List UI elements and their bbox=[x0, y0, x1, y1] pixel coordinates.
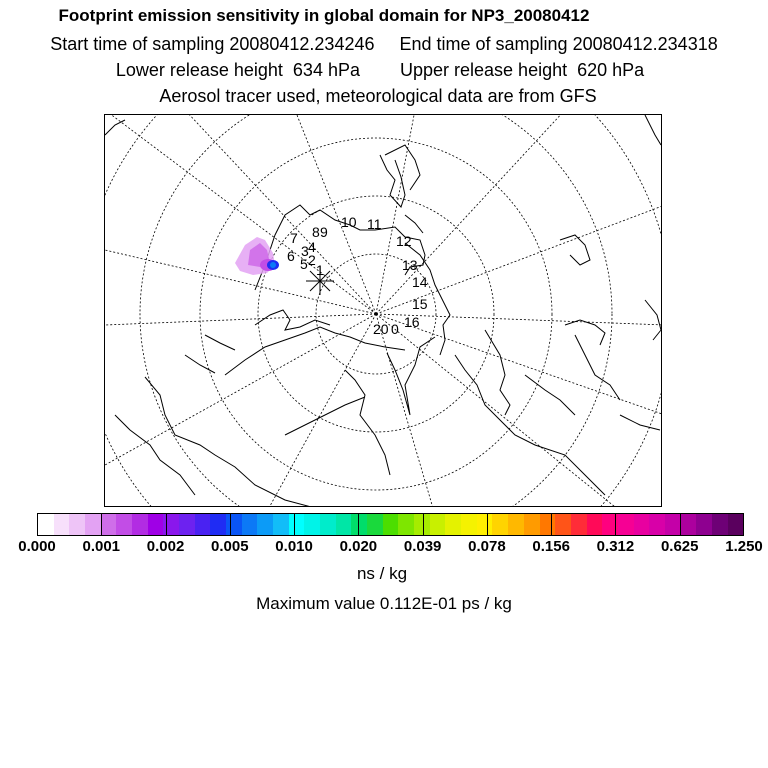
colorbar-tick-label: 0.312 bbox=[596, 538, 635, 555]
colorbar-swatch bbox=[273, 514, 289, 535]
colorbar-swatch bbox=[477, 514, 493, 535]
colorbar-swatch bbox=[210, 514, 226, 535]
colorbar-separator bbox=[230, 513, 231, 536]
colorbar-swatch bbox=[728, 514, 744, 535]
colorbar-swatch bbox=[195, 514, 211, 535]
colorbar-swatch bbox=[38, 514, 54, 535]
colorbar-separator bbox=[551, 513, 552, 536]
track-label: 20 bbox=[373, 321, 389, 337]
colorbar-tick-label: 0.078 bbox=[468, 538, 506, 555]
colorbar-swatch bbox=[571, 514, 587, 535]
track-label: 16 bbox=[404, 314, 420, 330]
colorbar-swatch bbox=[304, 514, 320, 535]
colorbar-swatch bbox=[508, 514, 524, 535]
colorbar-tick-label: 0.000 bbox=[18, 538, 56, 555]
colorbar-swatch bbox=[54, 514, 70, 535]
track-label: 13 bbox=[402, 257, 418, 273]
colorbar-separator bbox=[101, 513, 102, 536]
colorbar-tick-label: 0.005 bbox=[211, 538, 249, 555]
track-label: 12 bbox=[396, 233, 412, 249]
track-label: 10 bbox=[341, 214, 357, 230]
colorbar-separator bbox=[166, 513, 167, 536]
colorbar-swatch bbox=[430, 514, 446, 535]
track-label: 5 bbox=[300, 256, 308, 272]
colorbar-swatch bbox=[101, 514, 117, 535]
colorbar-tick-label: 0.039 bbox=[403, 538, 442, 555]
colorbar-separator bbox=[615, 513, 616, 536]
colorbar-separator bbox=[358, 513, 359, 536]
colorbar-swatch bbox=[398, 514, 414, 535]
track-label: 0 bbox=[391, 321, 399, 337]
release-height-line: Lower release height 634 hPa Upper release height 620 hPa bbox=[115, 60, 645, 80]
colorbar-swatch bbox=[524, 514, 540, 535]
colorbar-tick-label: 0.001 bbox=[82, 538, 121, 555]
colorbar-separator bbox=[294, 513, 295, 536]
map-title: Footprint emission sensitivity in global domain for NP3_20080412 bbox=[58, 6, 590, 25]
max-value-label: Maximum value 0.112E-01 ps / kg bbox=[256, 594, 512, 613]
colorbar-swatch bbox=[148, 514, 164, 535]
track-labels bbox=[287, 214, 428, 337]
track-label: 6 bbox=[287, 248, 295, 264]
colorbar-separator bbox=[423, 513, 424, 536]
colorbar-swatch bbox=[116, 514, 132, 535]
coastlines bbox=[105, 115, 661, 507]
colorbar-swatch bbox=[289, 514, 305, 535]
colorbar-tick-label: 0.002 bbox=[146, 538, 185, 555]
colorbar-swatch bbox=[257, 514, 273, 535]
colorbar-tick-label: 0.156 bbox=[532, 538, 570, 555]
colorbar-swatch bbox=[179, 514, 195, 535]
tracer-info-line: Aerosol tracer used, meteorological data are from GFS bbox=[159, 86, 597, 106]
colorbar-swatch bbox=[492, 514, 508, 535]
colorbar-swatch bbox=[461, 514, 477, 535]
colorbar-tick-label: 0.625 bbox=[660, 538, 699, 555]
colorbar-swatch bbox=[69, 514, 85, 535]
colorbar-swatch bbox=[712, 514, 728, 535]
colorbar-swatch bbox=[445, 514, 461, 535]
track-label: 4 bbox=[308, 239, 316, 255]
colorbar-swatch bbox=[587, 514, 603, 535]
track-label: 1 bbox=[316, 262, 324, 278]
track-label: 8 bbox=[312, 224, 320, 240]
footprint-map bbox=[104, 114, 662, 507]
colorbar-swatch bbox=[618, 514, 634, 535]
colorbar-swatch bbox=[634, 514, 650, 535]
colorbar-separator bbox=[680, 513, 681, 536]
track-label: 14 bbox=[412, 274, 428, 290]
track-label: 3 bbox=[301, 243, 309, 259]
colorbar-tick-label: 0.010 bbox=[275, 538, 313, 555]
colorbar-separator bbox=[487, 513, 488, 536]
colorbar-swatch bbox=[681, 514, 697, 535]
track-label: 7 bbox=[290, 230, 298, 246]
track-label: 11 bbox=[367, 216, 382, 232]
sampling-time-line: Start time of sampling 20080412.234246 End time of sampling 20080412.234318 bbox=[50, 34, 718, 54]
colorbar-tick-label: 0.020 bbox=[339, 538, 378, 555]
unit-label: ns / kg bbox=[356, 564, 408, 583]
polar-map-svg bbox=[105, 115, 662, 507]
track-label: 15 bbox=[412, 296, 428, 312]
colorbar-swatch bbox=[383, 514, 399, 535]
meridian-lines bbox=[105, 115, 662, 507]
colorbar-swatch bbox=[320, 514, 336, 535]
colorbar bbox=[37, 513, 744, 536]
colorbar-swatch bbox=[226, 514, 242, 535]
colorbar-tick-label: 1.250 bbox=[725, 538, 763, 555]
colorbar-swatch bbox=[367, 514, 383, 535]
track-label: 2 bbox=[308, 252, 316, 268]
colorbar-swatch bbox=[696, 514, 712, 535]
colorbar-swatch bbox=[649, 514, 665, 535]
colorbar-swatch bbox=[555, 514, 571, 535]
colorbar-swatch bbox=[540, 514, 556, 535]
track-label: 9 bbox=[320, 224, 328, 240]
colorbar-swatch bbox=[85, 514, 101, 535]
colorbar-swatch bbox=[132, 514, 148, 535]
colorbar-swatch bbox=[336, 514, 352, 535]
colorbar-swatch bbox=[665, 514, 681, 535]
colorbar-swatch bbox=[242, 514, 258, 535]
